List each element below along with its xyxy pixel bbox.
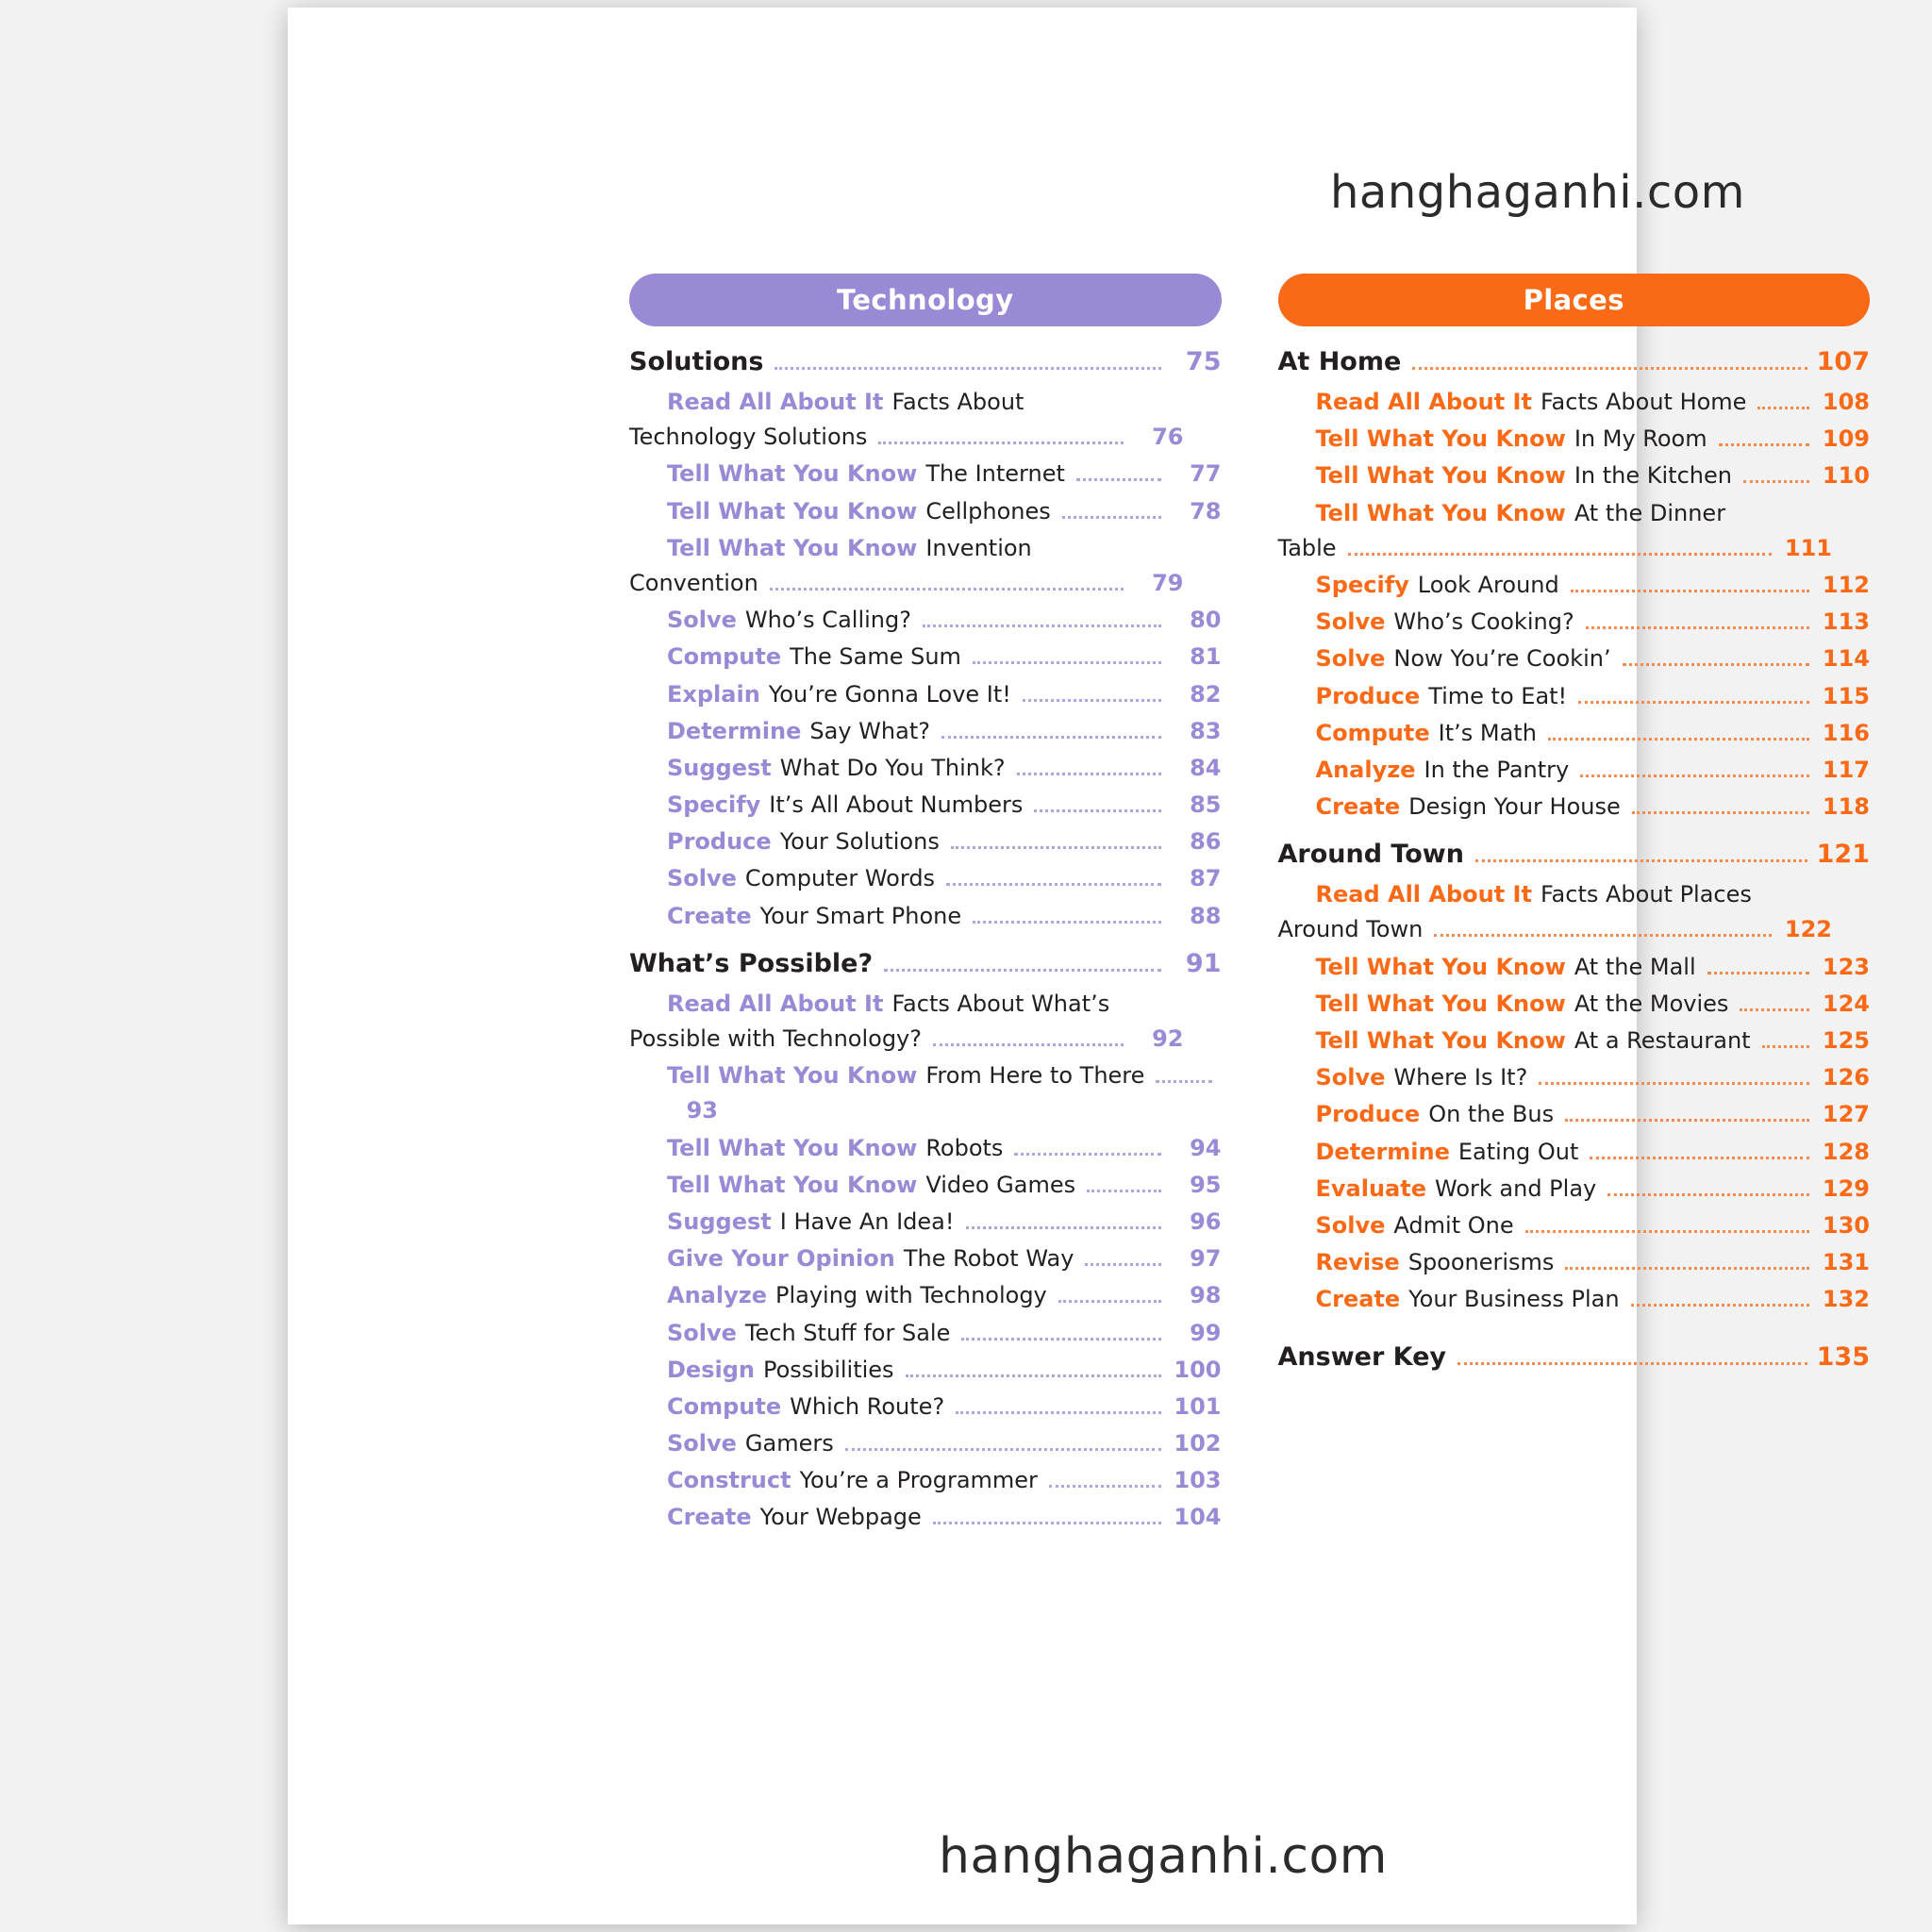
answer-key-page: 135 xyxy=(1816,1341,1870,1372)
toc-entry[interactable] xyxy=(629,1426,1222,1461)
toc-entry[interactable] xyxy=(629,899,1222,934)
entry-label: Evaluate xyxy=(1315,1174,1426,1202)
entry-label: Tell What You Know xyxy=(667,1171,918,1198)
entry-title: Possibilities xyxy=(762,1356,894,1383)
entry-label: Compute xyxy=(667,1392,782,1420)
entry-title: Where Is It? xyxy=(1393,1064,1528,1091)
entry-label: Tell What You Know xyxy=(1315,990,1566,1017)
entry-page: 112 xyxy=(1822,571,1870,598)
entry-label: Determine xyxy=(1315,1138,1450,1165)
entry-label: Tell What You Know xyxy=(667,1134,918,1161)
entry-page: 92 xyxy=(1152,1025,1184,1052)
entry-label: Revise xyxy=(1315,1249,1400,1276)
entry-page: 85 xyxy=(1190,791,1222,819)
entry-label: Design xyxy=(667,1356,755,1383)
entry-title: At a Restaurant xyxy=(1574,1027,1751,1054)
entry-title: In My Room xyxy=(1574,425,1707,453)
leader-dots xyxy=(1156,1080,1211,1083)
entry-label: Tell What You Know xyxy=(1315,425,1566,453)
entry-title-cont: Table xyxy=(1277,534,1337,561)
entry-title: On the Bus xyxy=(1428,1101,1555,1128)
leader-dots xyxy=(941,736,1161,739)
entry-label: Give Your Opinion xyxy=(667,1245,895,1273)
leader-dots xyxy=(1719,443,1809,446)
entry-title: You’re a Programmer xyxy=(799,1467,1038,1494)
leader-dots xyxy=(1539,1082,1809,1085)
watermark-top: hanghaganhi.com xyxy=(1330,166,1745,219)
entry-page: 122 xyxy=(1784,916,1832,943)
toc-entry[interactable] xyxy=(1278,1172,1871,1207)
toc-entry[interactable] xyxy=(629,1353,1222,1388)
entry-page: 103 xyxy=(1174,1467,1222,1494)
entry-title: Cellphones xyxy=(925,497,1051,525)
entry-page: 84 xyxy=(1190,754,1222,781)
entry-page: 115 xyxy=(1822,682,1870,709)
entry-label: Analyze xyxy=(667,1282,767,1309)
leader-dots xyxy=(1017,773,1161,775)
leader-dots xyxy=(1076,478,1161,481)
toc-entry[interactable] xyxy=(629,751,1222,786)
entry-page: 78 xyxy=(1190,497,1222,525)
toc-entry[interactable] xyxy=(629,1500,1222,1535)
entry-page: 126 xyxy=(1822,1064,1870,1091)
entry-page: 80 xyxy=(1190,607,1222,634)
toc-entry[interactable] xyxy=(629,1168,1222,1203)
toc-entry[interactable] xyxy=(1278,496,1871,566)
entry-label: Construct xyxy=(667,1467,791,1494)
entry-title: Invention xyxy=(925,534,1032,561)
entry-page: 97 xyxy=(1190,1245,1222,1273)
entry-title: At the Mall xyxy=(1574,953,1696,980)
entry-page: 100 xyxy=(1174,1356,1222,1383)
entry-title: Playing with Technology xyxy=(774,1282,1047,1309)
entry-page: 127 xyxy=(1822,1101,1870,1128)
toc-entry[interactable] xyxy=(629,1463,1222,1498)
entry-title-cont: Around Town xyxy=(1277,916,1424,943)
chapter-title: Around Town xyxy=(1277,840,1464,870)
leader-dots xyxy=(845,1448,1161,1451)
leader-dots xyxy=(1457,1362,1807,1365)
entry-title: What Do You Think? xyxy=(779,754,1006,781)
chapter-heading[interactable] xyxy=(1278,347,1871,377)
toc-entry[interactable] xyxy=(629,824,1222,859)
entry-title: You’re Gonna Love It! xyxy=(768,680,1011,708)
entry-title: At the Dinner xyxy=(1574,499,1726,526)
entry-label: Read All About It xyxy=(667,990,884,1017)
entry-title: It’s Math xyxy=(1438,719,1537,746)
entry-label: Solve xyxy=(1315,645,1386,673)
toc-entry[interactable] xyxy=(629,714,1222,749)
entry-label: Solve xyxy=(1315,608,1386,636)
toc-entry[interactable] xyxy=(1278,422,1871,457)
entry-page: 102 xyxy=(1174,1430,1222,1457)
leader-dots xyxy=(1348,553,1772,556)
entry-label: Tell What You Know xyxy=(1315,953,1566,980)
entry-title: In the Kitchen xyxy=(1574,462,1732,490)
entry-label: Compute xyxy=(667,643,782,671)
entry-label: Suggest xyxy=(667,1208,772,1235)
entry-title: Your Business Plan xyxy=(1408,1286,1620,1313)
toc-entry[interactable] xyxy=(1278,1060,1871,1095)
entry-label: Read All About It xyxy=(1315,881,1532,908)
entry-title: The Same Sum xyxy=(790,643,961,671)
entry-title: Video Games xyxy=(925,1171,1076,1198)
leader-dots xyxy=(973,921,1160,924)
entry-page: 131 xyxy=(1822,1249,1870,1276)
leader-dots xyxy=(973,661,1161,664)
leader-dots xyxy=(933,1522,1161,1524)
entry-page: 86 xyxy=(1190,828,1222,856)
entry-page: 96 xyxy=(1190,1208,1222,1235)
leader-dots xyxy=(951,846,1161,849)
entry-title: Tech Stuff for Sale xyxy=(744,1319,951,1346)
leader-dots xyxy=(1757,407,1809,409)
entry-label: Tell What You Know xyxy=(667,497,918,525)
column-technology xyxy=(629,274,1222,1538)
leader-dots xyxy=(1607,1193,1809,1196)
entry-title: I Have An Idea! xyxy=(779,1208,955,1235)
leader-dots xyxy=(1586,626,1809,629)
leader-dots xyxy=(933,1043,1124,1046)
toc-entry[interactable] xyxy=(1278,950,1871,985)
entry-title: Now You’re Cookin’ xyxy=(1393,645,1611,673)
entry-title: In the Pantry xyxy=(1424,756,1570,783)
entry-label: Create xyxy=(667,902,752,929)
entry-label: Compute xyxy=(1315,719,1430,746)
toc-entry[interactable] xyxy=(1278,987,1871,1022)
entry-label: Produce xyxy=(667,828,772,856)
entry-title: Who’s Cooking? xyxy=(1393,608,1574,636)
leader-dots xyxy=(1525,1230,1809,1233)
entry-page: 113 xyxy=(1822,608,1870,636)
leader-dots xyxy=(1058,1300,1161,1303)
entry-title: Time to Eat! xyxy=(1428,682,1568,709)
leader-dots xyxy=(961,1338,1160,1341)
entry-page: 116 xyxy=(1822,719,1870,746)
toc-entry[interactable] xyxy=(1278,790,1871,824)
leader-dots xyxy=(1762,1045,1809,1048)
chapter-heading[interactable] xyxy=(629,347,1222,377)
leader-dots xyxy=(1580,774,1809,777)
toc-entry[interactable] xyxy=(629,1205,1222,1240)
entry-title: Facts About Home xyxy=(1540,389,1747,415)
entry-label: Read All About It xyxy=(1315,389,1532,415)
chapter-title: At Home xyxy=(1277,347,1402,376)
entry-label: Explain xyxy=(667,680,760,708)
leader-dots xyxy=(923,625,1161,627)
toc-entry[interactable] xyxy=(1278,1208,1871,1243)
toc-entry[interactable] xyxy=(1278,1282,1871,1317)
entry-title: At the Movies xyxy=(1574,990,1729,1017)
entry-page: 130 xyxy=(1822,1211,1870,1239)
entry-title: It’s All About Numbers xyxy=(769,791,1024,819)
chapter-page: 121 xyxy=(1816,840,1870,870)
toc-entry[interactable] xyxy=(629,531,1222,601)
entry-label: Specify xyxy=(1315,571,1409,598)
entry-title: Design Your House xyxy=(1408,793,1621,821)
toc-entry[interactable] xyxy=(629,1278,1222,1313)
leader-dots xyxy=(1565,1267,1809,1270)
leader-dots xyxy=(1023,699,1161,702)
entry-title: Robots xyxy=(925,1134,1004,1161)
entry-title: Your Smart Phone xyxy=(759,902,962,929)
entry-title: Admit One xyxy=(1393,1211,1514,1239)
entry-label: Tell What You Know xyxy=(667,460,918,488)
entry-label: Analyze xyxy=(1315,756,1416,783)
leader-dots xyxy=(884,969,1160,972)
entry-label: Solve xyxy=(667,865,737,892)
leader-dots xyxy=(906,1374,1161,1377)
toc-entry[interactable] xyxy=(1278,1097,1871,1132)
entry-page: 111 xyxy=(1784,534,1832,561)
leader-dots xyxy=(966,1226,1161,1229)
entry-page: 87 xyxy=(1190,865,1222,892)
entry-label: Specify xyxy=(667,791,761,819)
entry-page: 129 xyxy=(1822,1174,1870,1202)
entry-page: 101 xyxy=(1174,1392,1222,1420)
entry-title: Facts About What’s xyxy=(891,990,1110,1017)
entry-page: 88 xyxy=(1190,902,1222,929)
leader-dots xyxy=(1014,1153,1160,1156)
entry-title: Work and Play xyxy=(1435,1174,1597,1202)
leader-dots xyxy=(1087,1190,1160,1192)
entry-label: Solve xyxy=(667,1319,737,1346)
chapter-title: Solutions xyxy=(629,347,764,376)
leader-dots xyxy=(1571,590,1809,592)
toc-entry[interactable] xyxy=(629,603,1222,638)
entry-page: 104 xyxy=(1174,1504,1222,1531)
toc-entry[interactable] xyxy=(1278,568,1871,603)
entry-page: 128 xyxy=(1822,1138,1870,1165)
entry-title-cont: Convention xyxy=(629,569,758,596)
toc-entry[interactable] xyxy=(629,457,1222,491)
leader-dots xyxy=(1740,1008,1809,1011)
chapter-heading[interactable] xyxy=(1278,840,1871,870)
entry-title: Eating Out xyxy=(1457,1138,1579,1165)
entry-title: Which Route? xyxy=(790,1392,945,1420)
leader-dots xyxy=(1578,701,1809,704)
entry-page: 93 xyxy=(686,1097,718,1124)
leader-dots xyxy=(1743,480,1809,483)
entry-title-cont: Possible with Technology? xyxy=(629,1025,922,1052)
entry-page: 99 xyxy=(1190,1319,1222,1346)
entry-title: Your Webpage xyxy=(759,1504,922,1531)
entry-title: Say What? xyxy=(809,717,930,744)
entry-title: The Robot Way xyxy=(903,1245,1074,1273)
chapter-page: 107 xyxy=(1816,347,1870,376)
answer-key-heading[interactable] xyxy=(1278,1342,1871,1373)
entry-label: Tell What You Know xyxy=(1315,499,1566,526)
entry-title: Facts About Places xyxy=(1540,881,1752,908)
leader-dots xyxy=(1707,972,1809,974)
entry-label: Tell What You Know xyxy=(667,534,918,561)
leader-dots xyxy=(1623,663,1809,666)
entry-label: Produce xyxy=(1315,1101,1421,1128)
entry-label: Determine xyxy=(667,717,802,744)
toc-entry[interactable] xyxy=(629,494,1222,529)
entry-title: Spoonerisms xyxy=(1407,1249,1555,1276)
answer-key-title: Answer Key xyxy=(1277,1341,1447,1372)
entry-title: Your Solutions xyxy=(779,828,940,856)
chapter-page: 75 xyxy=(1185,347,1222,376)
leader-dots xyxy=(878,441,1123,444)
toc-entry[interactable] xyxy=(1278,753,1871,788)
entry-label: Read All About It xyxy=(667,389,884,415)
entry-label: Create xyxy=(1315,1286,1401,1313)
entry-title: Who’s Calling? xyxy=(744,607,911,634)
entry-page: 132 xyxy=(1822,1286,1870,1313)
entry-label: Tell What You Know xyxy=(1315,462,1566,490)
toc-entry[interactable] xyxy=(1278,385,1871,420)
toc-entry[interactable] xyxy=(629,1316,1222,1351)
toc-entry[interactable] xyxy=(1278,458,1871,493)
entry-title: From Here to There xyxy=(925,1062,1145,1090)
entry-page: 98 xyxy=(1190,1282,1222,1309)
entry-page: 109 xyxy=(1822,425,1870,453)
entry-page: 82 xyxy=(1190,680,1222,708)
entry-title: Look Around xyxy=(1417,571,1559,598)
toc-entry[interactable] xyxy=(1278,1024,1871,1058)
entry-page: 95 xyxy=(1190,1171,1222,1198)
book-page xyxy=(288,8,1870,1924)
toc-entry[interactable] xyxy=(629,987,1222,1057)
entry-title-cont: Technology Solutions xyxy=(629,424,868,451)
toc-entry[interactable] xyxy=(629,861,1222,896)
leader-dots xyxy=(1085,1263,1160,1266)
entry-label: Produce xyxy=(1315,682,1421,709)
toc-entry[interactable] xyxy=(1278,679,1871,714)
entry-title: Computer Words xyxy=(744,865,936,892)
entry-page: 76 xyxy=(1152,424,1184,451)
section-banner-places: Places xyxy=(1278,274,1871,326)
entry-page: 81 xyxy=(1190,643,1222,671)
entry-page: 118 xyxy=(1822,793,1870,821)
toc-entry[interactable] xyxy=(1278,877,1871,947)
entry-label: Solve xyxy=(1315,1064,1386,1091)
entry-page: 123 xyxy=(1822,953,1870,980)
leader-dots xyxy=(1565,1119,1809,1122)
entry-page: 125 xyxy=(1822,1027,1870,1054)
entry-label: Solve xyxy=(667,1430,737,1457)
toc-entry[interactable] xyxy=(629,640,1222,675)
chapter-page: 91 xyxy=(1185,948,1222,978)
leader-dots xyxy=(1590,1157,1809,1159)
leader-dots xyxy=(1049,1485,1161,1488)
entry-page: 114 xyxy=(1822,645,1870,673)
toc-entry[interactable] xyxy=(629,1241,1222,1276)
leader-dots xyxy=(956,1411,1160,1414)
entry-title: The Internet xyxy=(925,460,1065,488)
leader-dots xyxy=(1548,738,1809,741)
leader-dots xyxy=(1034,809,1160,812)
entry-page: 108 xyxy=(1822,389,1870,415)
leader-dots xyxy=(1434,934,1772,937)
leader-dots xyxy=(946,883,1160,886)
entry-label: Solve xyxy=(667,607,737,634)
entry-page: 77 xyxy=(1190,460,1222,488)
entry-page: 83 xyxy=(1190,717,1222,744)
watermark-bottom: hanghaganhi.com xyxy=(939,1828,1388,1885)
entry-page: 124 xyxy=(1822,990,1870,1017)
leader-dots xyxy=(1475,859,1807,862)
chapter-title: What’s Possible? xyxy=(629,948,874,978)
entry-title: Facts About xyxy=(891,389,1024,415)
toc-entry[interactable] xyxy=(629,1131,1222,1166)
leader-dots xyxy=(1062,516,1161,519)
entry-label: Solve xyxy=(1315,1211,1386,1239)
entry-label: Create xyxy=(667,1504,752,1531)
leader-dots xyxy=(770,588,1124,591)
leader-dots xyxy=(1412,367,1807,370)
entry-page: 117 xyxy=(1822,756,1870,783)
toc-entry[interactable] xyxy=(629,1058,1222,1128)
entry-title: Gamers xyxy=(744,1430,834,1457)
section-banner-technology: Technology xyxy=(629,274,1222,326)
entry-page: 94 xyxy=(1190,1134,1222,1161)
leader-dots xyxy=(774,367,1160,370)
leader-dots xyxy=(1632,811,1809,814)
entry-label: Create xyxy=(1315,793,1401,821)
toc-columns xyxy=(629,274,1870,1538)
toc-entry[interactable] xyxy=(1278,641,1871,676)
toc-entry[interactable] xyxy=(629,788,1222,823)
entry-page: 110 xyxy=(1822,462,1870,490)
entry-page: 79 xyxy=(1152,569,1184,596)
column-places xyxy=(1278,274,1871,1538)
toc-entry[interactable] xyxy=(629,677,1222,712)
entry-label: Tell What You Know xyxy=(1315,1027,1566,1054)
toc-entry[interactable] xyxy=(1278,1245,1871,1280)
leader-dots xyxy=(1631,1304,1809,1307)
toc-entry[interactable] xyxy=(629,385,1222,455)
toc-entry[interactable] xyxy=(1278,605,1871,640)
entry-label: Tell What You Know xyxy=(667,1062,918,1090)
entry-label: Suggest xyxy=(667,754,772,781)
chapter-heading[interactable] xyxy=(629,949,1222,979)
toc-entry[interactable] xyxy=(1278,716,1871,751)
toc-entry[interactable] xyxy=(1278,1135,1871,1170)
toc-entry[interactable] xyxy=(629,1390,1222,1424)
